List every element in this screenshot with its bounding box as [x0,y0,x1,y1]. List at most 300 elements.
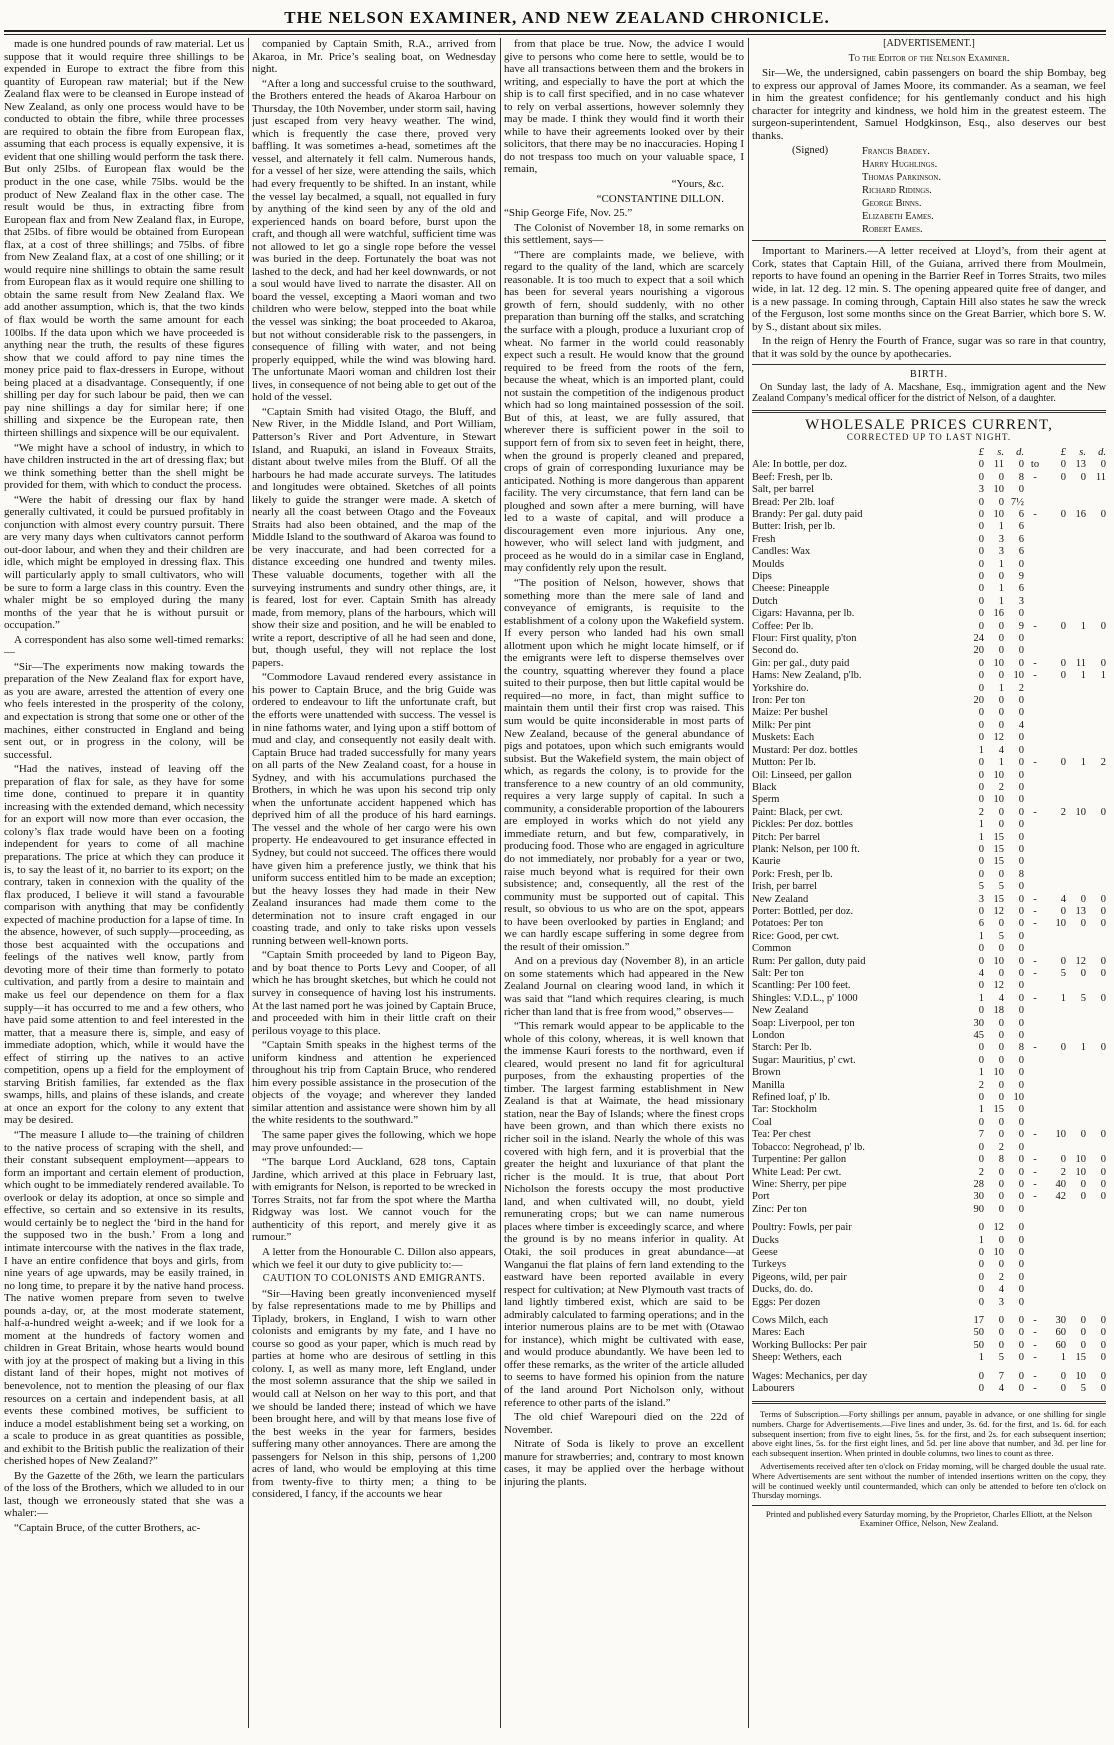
price-low: 0 [998,645,1004,657]
price-high [1046,534,1066,546]
price-low: 1 [998,757,1004,769]
price-high [1046,484,1066,496]
price-low: 0 [978,496,984,508]
price-high [1086,695,1106,707]
price-low: 2 [998,1141,1004,1153]
price-row [752,782,1106,794]
price-high [1046,645,1066,657]
price-low: 0 [1018,1067,1024,1079]
price-low: 12 [993,980,1004,992]
price-low: 0 [998,1191,1004,1203]
price-row [752,968,1106,980]
price-row [752,1179,1106,1191]
price-high [1046,1117,1066,1129]
price-item: London [752,1030,785,1042]
price-row [752,633,1106,645]
divider [752,240,1106,241]
price-high: 5 [1060,968,1066,979]
price-low: 6 [978,918,984,930]
price-range-separator [1024,534,1046,546]
price-low: 0 [1018,1141,1024,1153]
price-high: 40 [1055,1178,1066,1190]
price-low: 0 [978,868,984,880]
price-row [752,1272,1106,1284]
signatory-name: Richard Ridings. [862,185,932,197]
price-high [1086,732,1106,744]
price-low: 8 [1018,868,1024,880]
price-high [1066,695,1086,707]
price-low: 0 [998,918,1004,930]
price-high: 11 [1095,471,1106,483]
price-range-separator: - [1033,918,1037,930]
price-range-separator: - [1033,1339,1037,1351]
price-high [1046,583,1066,595]
price-low: 6 [1018,546,1024,558]
price-low: 0 [978,843,984,855]
price-high: 10 [1075,1166,1086,1178]
article-paragraph: “CONSTANTINE DILLON. [596,192,724,205]
price-low: 50 [973,1339,984,1351]
price-row [752,707,1106,719]
price-high [1086,1030,1106,1042]
price-high [1086,770,1106,782]
price-row [752,521,1106,533]
price-row [752,931,1106,943]
price-low: 0 [978,508,984,520]
price-low: 0 [1018,930,1024,942]
price-item: Pickles: Per doz. bottles [752,819,853,831]
price-high [1066,1204,1086,1216]
article-paragraph: “Captain Bruce, of the cutter Brothers, ac- [14,1521,201,1534]
price-high [1066,770,1086,782]
price-item: Hams: New Zealand, p'lb. [752,670,862,682]
price-high [1066,608,1086,620]
price-low: 0 [1018,1383,1024,1394]
price-low: 1 [978,1067,984,1079]
price-item: Iron: Per ton [752,695,806,707]
price-high [1046,497,1066,509]
price-low: 0 [978,1054,984,1066]
price-high [1046,1247,1066,1259]
price-row [752,1092,1106,1104]
divider [752,1401,1106,1404]
price-high: 5 [1080,992,1086,1004]
price-high: 0 [1100,1166,1106,1178]
column-separator [500,38,501,1728]
prices-title: WHOLESALE PRICES CURRENT, [805,416,1053,433]
price-low: 0 [1018,1054,1024,1066]
price-high: 2 [1060,806,1066,818]
article-paragraph: made is one hundred pounds of raw material. Let us suppose that it would require three shillings to be expended in Europe to extract the fibre from this quantity of European raw material; but if the New Zealand flax were to be cleansed in Europe instead of New Zealand, as only one process would have to be conducted to obtain the fibre, while three processes are required to obtain the fibre from European flax, assuming that each process is equally expensive, it is evident that one shilling would perform the task there. But only 25lbs. of European flax would be the product in the one case, while 75lbs. would be the product of New Zealand flax in the other case. The result would be thus, in extracting fibre from European flax and from New Zealand flax, in Europe, that 25lbs. of fibre would be obtained from European flax, at a cost of three shillings; and 75lbs. of fibre from New Zealand flax, at a cost of one shilling; or it would require nine shillings to obtain the same result from European flax as it would require one shilling to obtain the same result from New Zealand flax. We add another assumption, which is, that the two kinds of flax would be worth the same amount for each 100lbs. If the data upon which we have proceeded is anything near the truth, the results of these figures show that we could afford to pay nine times the money price paid to flax-dressers in Europe, without being placed at a disadvantage. Consequently, if one shilling per day for such labour be paid, then we can pay nine shillings a day for similar here; if one shilling and sixpence be the European rate, then thirteen shillings and sixpence will be our equivalent. [4,38,244,439]
price-row [752,1142,1106,1154]
price-low: 0 [1018,1296,1024,1308]
price-range-separator: - [1033,1178,1037,1190]
price-high [1046,546,1066,558]
price-high [1046,608,1066,620]
price-low: 6 [1018,521,1024,533]
price-range-separator [1024,1005,1046,1017]
price-high [1046,794,1066,806]
price-high [1046,1222,1066,1234]
price-high: 1 [1060,1352,1066,1364]
price-high [1066,1297,1086,1309]
price-low: 0 [978,558,984,570]
price-row [752,546,1106,558]
price-high [1086,596,1106,608]
price-range-separator: - [1033,1327,1037,1339]
price-range-separator [1024,1259,1046,1271]
price-low: 3 [1018,595,1024,607]
price-item: Yorkshire do. [752,682,809,694]
price-low: 16 [993,608,1004,620]
price-high: 10 [1055,918,1066,930]
price-low: 0 [1018,1370,1024,1382]
price-low: 0 [1018,1246,1024,1258]
price-low: 0 [978,571,984,582]
price-row [752,881,1106,893]
price-item: Porter: Bottled, per doz. [752,905,854,917]
price-high [1086,497,1106,509]
price-low: 3 [998,1296,1004,1308]
price-high [1086,1235,1106,1247]
price-item: Soap: Liverpool, per ton [752,1017,855,1029]
price-low: 0 [1018,1079,1024,1091]
price-high [1066,707,1086,719]
birth-text: On Sunday last, the lady of A. Macshane, Esq., immigration agent and the New Zealand Company’s medical officer for the district of Nelson, of a daughter. [752,381,1106,404]
price-range-separator [1024,1117,1046,1129]
signatory-name: Harry Hughlings. [862,159,938,171]
price-high [1066,1235,1086,1247]
article-paragraph: A letter from the Honourable C. Dillon also appears, which we feel it our duty to give publicity to:— [252,1245,496,1271]
price-item: Oil: Linseed, per gallon [752,769,852,781]
price-high [1066,1018,1086,1030]
price-low: 10 [993,769,1004,781]
price-range-separator: - [1033,1383,1037,1394]
price-low: 0 [978,719,984,731]
imprint: Printed and published every Saturday morning, by the Proprietor, Charles Elliott, at the Nelson Examiner Office, Nelson, New Zealand. [765,1508,1093,1529]
price-range-separator [1024,1080,1046,1092]
price-high: 0 [1060,1154,1066,1166]
price-range-separator: - [1033,1314,1037,1326]
article-paragraph: companied by Captain Smith, R.A., arrived from Akaroa, in Mr. Price’s sealing boat, on Wednesday night. [252,38,496,76]
price-row [752,596,1106,608]
price-row [752,1315,1106,1327]
price-row [752,1327,1106,1339]
price-high: 1 [1100,670,1106,682]
price-item: Plank: Nelson, per 100 ft. [752,843,860,855]
price-row [752,1167,1106,1179]
price-high [1046,1005,1066,1017]
price-low: 0 [978,794,984,806]
price-item: Gin: per gal., duty paid [752,657,850,669]
price-low: 12 [993,905,1004,917]
price-high [1066,1080,1086,1092]
price-low: 0 [978,732,984,744]
price-low: 10 [993,508,1004,520]
price-low: 0 [1018,657,1024,669]
price-high [1086,1142,1106,1154]
price-range-separator [1024,707,1046,719]
price-row [752,794,1106,806]
price-low: 3 [998,546,1004,558]
price-high [1046,1092,1066,1104]
price-high [1086,832,1106,844]
currency-unit-label: d. [1016,446,1024,458]
price-low: 0 [1018,484,1024,496]
price-high: 1 [1080,670,1086,682]
price-high [1086,881,1106,893]
price-low: 0 [1018,707,1024,719]
price-high [1066,683,1086,695]
price-low: 0 [1018,955,1024,967]
article-paragraph: “There are complaints made, we believe, with regard to the quality of the land, which are scarcely reasonable. It is too much to expect that a soil which has been for several years nourishing a vigorous growth of fern, should suddenly, with no other preparation than burning off the stalks, and scratching the surface with a plough, produce a luxuriant crop of wheat. No farmer in the world could reasonably expect such a result. He would know that the ground required to be freed from the roots of the fern, because the wheat, which is an imported plant, could not sustain the competition of the indigenous product which had so long maintained possession of the soil. But of this, at least, we are fully assured, that wherever there is sufficient power in the soil to support fern of from six to seven feet in height, there, when the ground is properly cleaned and prepared, crops of grain of corresponding luxuriance may be anticipated. Nothing is more dangerous than apparent facility. The very circumstance, that fern land can be ploughed and sown after a mere burning, will have led to a waste of capital, and will produce a discouragement even more injurious. Any one, however, who will select land with judgment, and proceed as he would do in a similar case in England, may confidently rely upon the result. [504,248,744,575]
price-low: 0 [978,781,984,793]
price-range-separator [1024,521,1046,533]
price-range-separator [1024,1067,1046,1079]
price-low: 0 [998,819,1004,831]
price-item: Pitch: Per barrel [752,831,821,843]
price-high [1086,794,1106,806]
price-low: 2 [978,1166,984,1178]
price-high [1086,980,1106,992]
price-item: Flour: First quality, p'ton [752,633,857,645]
price-high [1046,521,1066,533]
price-high: 0 [1080,1129,1086,1141]
price-range-separator: - [1033,670,1037,682]
price-low: 7 [978,1129,984,1141]
price-low: 0 [998,707,1004,719]
price-high: 0 [1100,1339,1106,1351]
price-low: 2 [998,781,1004,793]
price-high: 12 [1075,955,1086,967]
price-range-separator [1024,1247,1046,1259]
price-high [1046,695,1066,707]
price-low: 0 [1018,1259,1024,1271]
price-low: 10 [993,955,1004,967]
price-item: Tobacco: Negrohead, p' lb. [752,1141,865,1153]
price-low: 5 [998,881,1004,893]
price-row [752,670,1106,682]
price-low: 0 [998,1339,1004,1351]
price-low: 4 [998,992,1004,1004]
price-high [1086,1259,1106,1271]
price-high: 0 [1100,620,1106,632]
price-high: 0 [1080,1339,1086,1351]
price-low: 1 [978,992,984,1004]
signatory-name: Thomas Parkinson. [862,172,941,184]
price-row [752,1067,1106,1079]
price-high [1086,484,1106,496]
price-row [752,1247,1106,1259]
price-row [752,583,1106,595]
price-low: 0 [978,1141,984,1153]
price-high [1066,583,1086,595]
price-low: 0 [978,1296,984,1308]
price-row [752,980,1106,992]
price-low: 2 [998,1271,1004,1283]
price-high [1046,1055,1066,1067]
price-high [1066,1284,1086,1296]
price-high: 0 [1080,1327,1086,1339]
price-range-separator [1024,1272,1046,1284]
article-paragraph: from that place be true. Now, the advice I would give to persons who come here to settle, would be to have all transactions between them and the brokers in writing, and especially to have the port at which the ship is to call first specified, and in no case whatever to rely on verbal assertions, however solemnly they may be made. I think they would find it worth their while to have their agreements looked over by their solicitors, that there may be no inaccuracies. Hoping I do not trespass too much on your valuable space, I remain, [504,38,744,176]
price-item: Bread: Per 2lb. loaf [752,496,835,508]
price-high [1086,645,1106,657]
price-high [1086,1080,1106,1092]
price-row [752,1080,1106,1092]
price-high [1066,521,1086,533]
price-high [1046,1030,1066,1042]
price-low: 1 [978,1352,984,1364]
henry-notice: In the reign of Henry the Fourth of France, sugar was so rare in that country, that it was sold by the ounce by apothecaries. [752,335,1106,360]
price-high [1046,732,1066,744]
price-item: Dips [752,571,772,582]
price-row [752,1383,1106,1395]
currency-unit-label: s. [997,446,1004,458]
price-item: Cigars: Havanna, per lb. [752,608,855,620]
price-low: 0 [978,1005,984,1017]
price-low: 0 [978,471,984,483]
price-low: 0 [1018,558,1024,570]
price-high: 0 [1100,968,1106,979]
price-row [752,832,1106,844]
column-4 [752,38,1106,1738]
price-range-separator: - [1033,806,1037,818]
price-item: Kaurie [752,856,781,868]
price-low: 12 [993,732,1004,744]
article-paragraph: “Captain Smith speaks in the highest terms of the uniform kindness and attention he experienced throughout his trip from Captain Bruce, who rendered him every possible assistance in the prosecution of the objects of the voyage; and wherever they landed similar attention and assistance were shown him by all the white residents to the southward.” [252,1039,496,1127]
price-low: 0 [1018,968,1024,979]
price-range-separator [1024,546,1046,558]
price-high: 0 [1080,471,1086,483]
price-high: 15 [1075,1352,1086,1364]
price-row [752,559,1106,571]
price-high: 2 [1100,757,1106,769]
price-high [1086,931,1106,943]
price-range-separator [1024,633,1046,645]
price-low: 0 [978,620,984,632]
article-paragraph: “Sir—Having been greatly inconvenienced myself by false representations made to me by Phillips and Tiplady, brokers, in England, I wish to warn other colonists and emigrants by my fate, and I have no course so good as your paper, which is much read by parties at home who are desirous of settling in this colony. I, as well as many more, left England, under the most solemn assurance that the ship we sailed in would call at Nelson on her way to this port, and that we should be landed there; instead of which we have been brought here, and will by that means lose five of the best weeks in the year for farmers, besides suffering many other annoyances. There are among the passengers for Nelson in this ship, persons of 1,200 acres of land, who would be employing at this time from twenty-five to thirty men; a thing to be considered, I fancy, if the accounts we hear [252,1287,496,1501]
price-high [1066,596,1086,608]
price-range-separator [1024,881,1046,893]
price-range-separator [1024,1055,1046,1067]
price-high: 0 [1060,620,1066,632]
price-high [1066,1272,1086,1284]
price-item: Turpentine: Per gallon [752,1154,847,1166]
price-high [1066,497,1086,509]
price-low: 10 [993,657,1004,669]
price-item: Rice: Good, per cwt. [752,930,840,942]
price-high [1066,559,1086,571]
price-low: 0 [978,943,984,955]
price-high [1046,1297,1066,1309]
price-row [752,1018,1106,1030]
price-item: Working Bullocks: Per pair [752,1339,867,1351]
price-high: 1 [1060,992,1066,1004]
price-low: 0 [1018,1154,1024,1166]
price-item: Cows Milch, each [752,1314,829,1326]
price-range-separator [1024,608,1046,620]
prices-group [752,1371,1106,1396]
price-low: 0 [978,905,984,917]
price-row [752,1129,1106,1141]
price-low: 0 [998,1079,1004,1091]
article-paragraph: “After a long and successful cruise to the southward, the Brothers entered the heads of Akaroa Harbour on Thursday, the 10th November, under storm sail, having just escaped from very heavy weather. The wind, which is frequently the case there, proved very baffling. It was sometimes a-head, sometimes aft the vessel, and alternately it fell calm. Numerous hands, for a vessel of her size, were attending the sails, which had every frequently to be shifted. In an instant, while the vessel lay becalmed, a squall, not equalled in fury by anything of the kind seen by any of the old and experienced hands on board before, burst upon the craft, and though all were watchful, sufficient time was not allowed to let go a single rope before the vessel was buried in the deep. Fortunately the boat was not lashed to the deck, and had her keel downwards, or not a soul would have lived to narrate the disaster. All on board the vessel, excepting a Maori woman and two children who were below, stepped into the boat while the vessel was sinking; the boat proceeded to Akaroa, but not without considerable risk to the passengers, in consequence of filling with water, and not being properly equipped, while the wind was blowing hard. The unfortunate Maori woman and children lost their lives, in consequence of not being able to get out of the hold of the vessel. [252,77,496,404]
price-high: 1 [1080,1042,1086,1054]
price-low: 0 [998,806,1004,818]
currency-unit-label: s. [1079,446,1086,458]
price-row [752,497,1106,509]
price-low: 0 [978,1222,984,1234]
price-low: 0 [998,1129,1004,1141]
price-item: Black [752,781,777,793]
price-high: 0 [1080,1191,1086,1203]
price-high [1046,1272,1066,1284]
price-range-separator [1024,794,1046,806]
price-high [1046,633,1066,645]
divider [752,410,1106,413]
price-high: 0 [1080,1178,1086,1190]
price-low: 0 [978,955,984,967]
price-high: 10 [1075,806,1086,818]
price-low: 0 [978,608,984,620]
price-high [1066,1222,1086,1234]
price-low: 0 [1018,1116,1024,1128]
price-low: 0 [1018,918,1024,930]
price-range-separator: to [1030,459,1040,471]
price-low: 0 [998,1166,1004,1178]
price-low: 0 [1018,1178,1024,1190]
price-high: 13 [1075,459,1086,471]
price-high [1086,1067,1106,1079]
article-paragraph: “The position of Nelson, however, shows that something more than the mere sale of land and conveyance of emigrants, is requisite to the establishment of a colony upon the Wakefield system. If every person who landed had his own small allotment upon which he might locate himself, or if the emigrants were left to disperse themselves over the country, squatting wherever they found a place suited to their purpose, then but little capital would be required—no more, in fact, than might suffice to maintain them until their first crop was raised. This sum would be quite inconsiderable in most parts of New Zealand, because of the general abundance of pigs and potatoes, upon which such emigrants would subsist. But the Wakefield system, the main object of which, as regards the colony, is to provide for the transference to a new country of an old community, requires a very large supply of capital. In such a community, a considerable proportion of the labourers are employed in works which do not yield any immediate return, and but few, comparatively, in producing food. Those who are engaged in agriculture do not immediately, nor probably for a year or two, raise much beyond what is required for their own subsistence; and, consequently, all the rest of the community must be supported out of capital. This result, so obvious to us who are on the spot, appears to have been overlooked by parties in England; and we can hardly escape suffering in some degree from the result of their omission.” [504,576,744,953]
price-row [752,645,1106,657]
price-row [752,807,1106,819]
price-range-separator [1024,745,1046,757]
advertisement-text: Sir—We, the undersigned, cabin passengers on board the ship Bombay, beg to express our approval of James Moore, its commander. As a seaman, we feel in him the greatest confidence; for his gentlemanly conduct and his high character for integrity and kindness, we hold him in the greatest esteem. The surgeon-superintendent, Samuel Hodgkinson, Esq., also deserves our best thanks. [752,67,1106,142]
price-low: 0 [1018,1191,1024,1203]
price-range-separator [1024,931,1046,943]
price-high [1066,1055,1086,1067]
price-high: 0 [1100,1327,1106,1339]
price-range-separator [1024,1104,1046,1116]
price-high [1046,980,1066,992]
price-high: 0 [1080,1314,1086,1326]
price-low: 0 [978,657,984,669]
price-low: 4 [998,744,1004,756]
price-high [1086,1222,1106,1234]
price-low: 0 [1018,819,1024,831]
price-low: 0 [978,533,984,545]
price-item: Sugar: Mauritius, p' cwt. [752,1054,856,1066]
subscription-terms: Terms of Subscription.—Forty shillings per annum, payable in advance, or one shilling for single numbers. Charge for Advertisements.—Five lines and under, 3s. 6d. for the first, and 1s. 6d. for each subsequent insertion; from five to eight lines, 5s. for the first, and 2s. for each subsequent insertion; above eight lines, 5s. for the first eight lines, and 5d. per line above that number, and 3d. per line for each subsequent insertion. When printed in double columns, two lines to count as three. [752,1409,1106,1458]
price-high [1066,980,1086,992]
price-row [752,745,1106,757]
price-high [1066,943,1086,955]
price-high: 0 [1100,806,1106,818]
price-low: 1 [978,1104,984,1116]
price-high [1046,1018,1066,1030]
price-low: 0 [978,856,984,868]
price-range-separator [1024,832,1046,844]
price-low: 0 [1018,1234,1024,1246]
price-high: 0 [1060,1370,1066,1382]
price-low: 10 [993,1067,1004,1079]
prices-group [752,459,1106,1216]
price-high [1046,707,1066,719]
price-low: 0 [978,980,984,992]
price-low: 0 [978,521,984,533]
